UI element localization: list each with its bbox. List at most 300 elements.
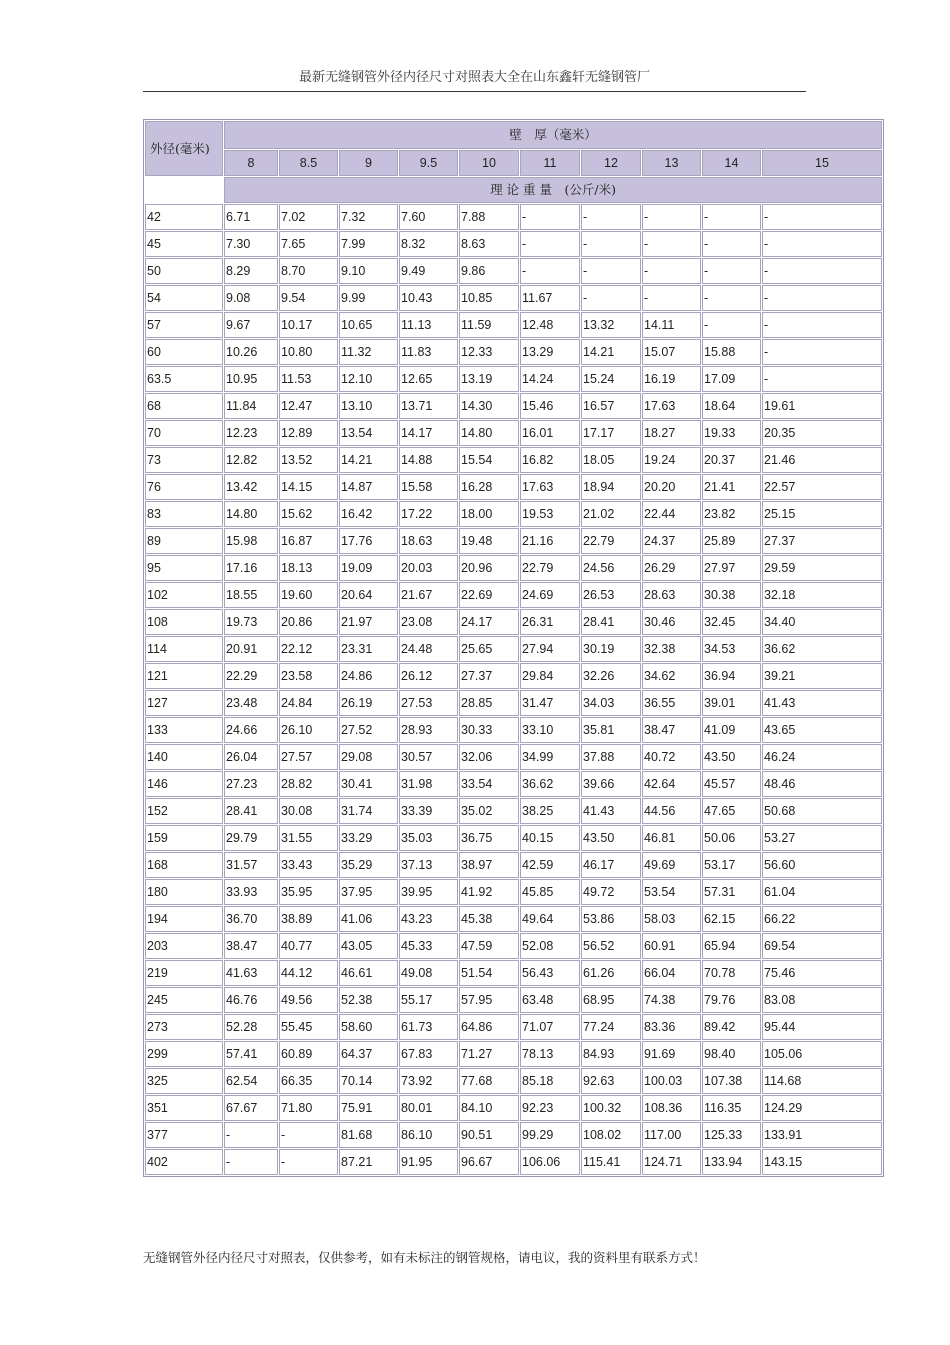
outer-diameter-cell: 76	[145, 474, 223, 500]
weight-cell: 24.37	[642, 528, 701, 554]
weight-cell: 114.68	[762, 1068, 882, 1094]
weight-cell: 9.08	[224, 285, 278, 311]
weight-cell: 92.23	[520, 1095, 580, 1121]
weight-cell: 35.03	[399, 825, 458, 851]
outer-diameter-cell: 168	[145, 852, 223, 878]
weight-cell: -	[279, 1149, 338, 1175]
weight-cell: 32.06	[459, 744, 519, 770]
weight-cell: 15.88	[702, 339, 761, 365]
weight-cell: 78.13	[520, 1041, 580, 1067]
outer-diameter-cell: 114	[145, 636, 223, 662]
weight-cell: 42.64	[642, 771, 701, 797]
weight-cell: 49.72	[581, 879, 641, 905]
weight-cell: 9.54	[279, 285, 338, 311]
weight-cell: 12.23	[224, 420, 278, 446]
weight-cell: 124.71	[642, 1149, 701, 1175]
weight-cell: -	[702, 204, 761, 230]
weight-cell: -	[520, 258, 580, 284]
weight-cell: -	[581, 285, 641, 311]
weight-cell: 30.46	[642, 609, 701, 635]
weight-cell: 99.29	[520, 1122, 580, 1148]
weight-cell: 10.95	[224, 366, 278, 392]
weight-cell: -	[702, 285, 761, 311]
weight-cell: 41.43	[581, 798, 641, 824]
weight-cell: 33.43	[279, 852, 338, 878]
outer-diameter-cell: 325	[145, 1068, 223, 1094]
weight-cell: 107.38	[702, 1068, 761, 1094]
table-row	[145, 879, 882, 905]
thickness-header-cell: 9.5	[399, 150, 458, 176]
header-rule	[143, 91, 806, 92]
weight-cell: 115.41	[581, 1149, 641, 1175]
weight-cell: 34.40	[762, 609, 882, 635]
weight-cell: 22.29	[224, 663, 278, 689]
weight-cell: 55.45	[279, 1014, 338, 1040]
weight-cell: 62.15	[702, 906, 761, 932]
outer-diameter-cell: 377	[145, 1122, 223, 1148]
weight-cell: 26.10	[279, 717, 338, 743]
weight-cell: 61.04	[762, 879, 882, 905]
weight-cell: 10.65	[339, 312, 398, 338]
weight-cell: 41.09	[702, 717, 761, 743]
weight-cell: 58.60	[339, 1014, 398, 1040]
outer-diameter-cell: 42	[145, 204, 223, 230]
weight-cell: 15.58	[399, 474, 458, 500]
weight-cell: 20.91	[224, 636, 278, 662]
weight-cell: 91.69	[642, 1041, 701, 1067]
outer-diameter-cell: 203	[145, 933, 223, 959]
table-row	[145, 636, 882, 662]
weight-cell: 16.87	[279, 528, 338, 554]
weight-cell: 68.95	[581, 987, 641, 1013]
weight-cell: 31.47	[520, 690, 580, 716]
weight-cell: 21.41	[702, 474, 761, 500]
weight-cell: 24.17	[459, 609, 519, 635]
outer-diameter-cell: 146	[145, 771, 223, 797]
weight-cell: 21.46	[762, 447, 882, 473]
table-row	[145, 366, 882, 392]
weight-cell: 49.69	[642, 852, 701, 878]
weight-cell: 26.31	[520, 609, 580, 635]
outer-diameter-cell: 70	[145, 420, 223, 446]
weight-cell: 30.57	[399, 744, 458, 770]
weight-cell: 36.70	[224, 906, 278, 932]
weight-cell: 7.02	[279, 204, 338, 230]
weight-cell: 19.33	[702, 420, 761, 446]
table-row	[145, 609, 882, 635]
weight-cell: -	[642, 258, 701, 284]
weight-cell: 57.95	[459, 987, 519, 1013]
weight-cell: 11.83	[399, 339, 458, 365]
weight-cell: 43.50	[581, 825, 641, 851]
weight-cell: 27.94	[520, 636, 580, 662]
weight-cell: 56.60	[762, 852, 882, 878]
weight-cell: 24.86	[339, 663, 398, 689]
thickness-header-cell: 15	[762, 150, 882, 176]
weight-cell: 36.62	[762, 636, 882, 662]
weight-cell: 33.39	[399, 798, 458, 824]
weight-cell: 42.59	[520, 852, 580, 878]
weight-cell: 41.92	[459, 879, 519, 905]
weight-cell: 125.33	[702, 1122, 761, 1148]
weight-cell: 39.95	[399, 879, 458, 905]
weight-cell: 77.68	[459, 1068, 519, 1094]
weight-cell: 12.89	[279, 420, 338, 446]
weight-cell: -	[520, 204, 580, 230]
weight-cell: 20.86	[279, 609, 338, 635]
thickness-header-cell: 12	[581, 150, 641, 176]
weight-cell: 13.32	[581, 312, 641, 338]
weight-cell: 75.46	[762, 960, 882, 986]
weight-cell: 28.82	[279, 771, 338, 797]
weight-cell: -	[642, 204, 701, 230]
weight-cell: 38.47	[642, 717, 701, 743]
weight-cell: 22.79	[520, 555, 580, 581]
table-row	[145, 987, 882, 1013]
weight-cell: 15.62	[279, 501, 338, 527]
weight-cell: 30.33	[459, 717, 519, 743]
weight-cell: 20.03	[399, 555, 458, 581]
wall-thickness-header: 壁 厚（毫米）	[224, 121, 882, 149]
outer-diameter-cell: 45	[145, 231, 223, 257]
weight-cell: 27.57	[279, 744, 338, 770]
weight-cell: 98.40	[702, 1041, 761, 1067]
table-row	[145, 798, 882, 824]
weight-cell: 50.68	[762, 798, 882, 824]
weight-cell: 16.19	[642, 366, 701, 392]
weight-cell: 19.73	[224, 609, 278, 635]
weight-cell: 48.46	[762, 771, 882, 797]
weight-cell: 53.54	[642, 879, 701, 905]
weight-cell: 30.41	[339, 771, 398, 797]
weight-cell: 24.69	[520, 582, 580, 608]
weight-cell: 14.88	[399, 447, 458, 473]
weight-cell: 66.35	[279, 1068, 338, 1094]
weight-cell: 11.53	[279, 366, 338, 392]
weight-cell: 14.21	[339, 447, 398, 473]
thickness-header-cell: 10	[459, 150, 519, 176]
outer-diameter-cell: 133	[145, 717, 223, 743]
outer-diameter-cell: 152	[145, 798, 223, 824]
weight-cell: 37.95	[339, 879, 398, 905]
weight-cell: 11.32	[339, 339, 398, 365]
outer-diameter-cell: 102	[145, 582, 223, 608]
outer-diameter-cell: 402	[145, 1149, 223, 1175]
weight-cell: 27.23	[224, 771, 278, 797]
weight-cell: 22.69	[459, 582, 519, 608]
weight-cell: 60.89	[279, 1041, 338, 1067]
weight-cell: 53.17	[702, 852, 761, 878]
table-row	[145, 1122, 882, 1148]
table-row	[145, 744, 882, 770]
weight-cell: 37.13	[399, 852, 458, 878]
weight-cell: 85.18	[520, 1068, 580, 1094]
weight-cell: 49.08	[399, 960, 458, 986]
weight-cell: 14.17	[399, 420, 458, 446]
weight-cell: -	[762, 258, 882, 284]
weight-cell: 12.48	[520, 312, 580, 338]
table-row	[145, 663, 882, 689]
weight-cell: 143.15	[762, 1149, 882, 1175]
weight-cell: 40.72	[642, 744, 701, 770]
weight-cell: 57.41	[224, 1041, 278, 1067]
weight-cell: 35.95	[279, 879, 338, 905]
weight-cell: 27.53	[399, 690, 458, 716]
outer-diameter-cell: 95	[145, 555, 223, 581]
weight-cell: 53.86	[581, 906, 641, 932]
weight-cell: 100.32	[581, 1095, 641, 1121]
weight-cell: 36.55	[642, 690, 701, 716]
weight-cell: 43.50	[702, 744, 761, 770]
weight-cell: -	[224, 1149, 278, 1175]
weight-cell: 87.21	[339, 1149, 398, 1175]
outer-diameter-cell: 83	[145, 501, 223, 527]
weight-cell: 89.42	[702, 1014, 761, 1040]
weight-cell: 44.56	[642, 798, 701, 824]
weight-cell: -	[279, 1122, 338, 1148]
weight-cell: 26.04	[224, 744, 278, 770]
weight-cell: 8.32	[399, 231, 458, 257]
thickness-header-cell: 9	[339, 150, 398, 176]
weight-cell: 8.29	[224, 258, 278, 284]
table-row	[145, 1095, 882, 1121]
weight-cell: 33.54	[459, 771, 519, 797]
weight-cell: 15.46	[520, 393, 580, 419]
weight-cell: 67.67	[224, 1095, 278, 1121]
weight-cell: -	[642, 231, 701, 257]
weight-cell: 108.02	[581, 1122, 641, 1148]
weight-cell: 11.59	[459, 312, 519, 338]
weight-cell: 71.80	[279, 1095, 338, 1121]
weight-cell: 36.94	[702, 663, 761, 689]
weight-cell: 18.94	[581, 474, 641, 500]
weight-cell: 41.63	[224, 960, 278, 986]
weight-cell: 50.06	[702, 825, 761, 851]
weight-cell: 26.53	[581, 582, 641, 608]
weight-cell: -	[702, 258, 761, 284]
outer-diameter-cell: 140	[145, 744, 223, 770]
table-row	[145, 1041, 882, 1067]
table-body	[145, 204, 882, 1175]
weight-cell: 27.37	[459, 663, 519, 689]
weight-cell: 14.21	[581, 339, 641, 365]
table-row	[145, 393, 882, 419]
weight-cell: 18.13	[279, 555, 338, 581]
weight-cell: 9.67	[224, 312, 278, 338]
table-row	[145, 528, 882, 554]
weight-cell: 19.48	[459, 528, 519, 554]
weight-cell: 37.88	[581, 744, 641, 770]
weight-cell: 6.71	[224, 204, 278, 230]
weight-cell: 15.07	[642, 339, 701, 365]
weight-cell: 51.54	[459, 960, 519, 986]
weight-cell: 17.17	[581, 420, 641, 446]
outer-diameter-cell: 54	[145, 285, 223, 311]
weight-cell: 67.83	[399, 1041, 458, 1067]
weight-cell: 21.97	[339, 609, 398, 635]
weight-cell: 60.91	[642, 933, 701, 959]
outer-diameter-cell: 351	[145, 1095, 223, 1121]
outer-diameter-cell: 127	[145, 690, 223, 716]
weight-cell: 20.35	[762, 420, 882, 446]
table-row	[145, 825, 882, 851]
weight-cell: 19.24	[642, 447, 701, 473]
weight-cell: -	[762, 204, 882, 230]
weight-cell: 10.26	[224, 339, 278, 365]
weight-cell: -	[520, 231, 580, 257]
weight-cell: 117.00	[642, 1122, 701, 1148]
weight-cell: 22.12	[279, 636, 338, 662]
table-row	[145, 285, 882, 311]
weight-cell: 11.84	[224, 393, 278, 419]
table-row	[145, 933, 882, 959]
weight-cell: 64.37	[339, 1041, 398, 1067]
weight-cell: 64.86	[459, 1014, 519, 1040]
weight-cell: 79.76	[702, 987, 761, 1013]
weight-cell: 28.63	[642, 582, 701, 608]
weight-cell: 15.98	[224, 528, 278, 554]
weight-cell: 74.38	[642, 987, 701, 1013]
weight-cell: 40.15	[520, 825, 580, 851]
weight-cell: 83.08	[762, 987, 882, 1013]
weight-cell: 12.47	[279, 393, 338, 419]
pipe-weight-table	[143, 119, 884, 1177]
weight-cell: 69.54	[762, 933, 882, 959]
weight-cell: 10.17	[279, 312, 338, 338]
weight-cell: 26.19	[339, 690, 398, 716]
weight-cell: -	[581, 258, 641, 284]
weight-cell: 32.45	[702, 609, 761, 635]
weight-cell: 18.00	[459, 501, 519, 527]
weight-cell: 14.11	[642, 312, 701, 338]
weight-cell: 30.38	[702, 582, 761, 608]
weight-cell: 45.38	[459, 906, 519, 932]
table-row	[145, 231, 882, 257]
weight-cell: 47.65	[702, 798, 761, 824]
weight-cell: 84.93	[581, 1041, 641, 1067]
weight-cell: 27.97	[702, 555, 761, 581]
outer-diameter-cell: 68	[145, 393, 223, 419]
weight-cell: 17.22	[399, 501, 458, 527]
table-row	[145, 771, 882, 797]
weight-cell: 18.05	[581, 447, 641, 473]
weight-cell: 96.67	[459, 1149, 519, 1175]
weight-cell: 14.80	[224, 501, 278, 527]
weight-cell: -	[762, 339, 882, 365]
table-row	[145, 420, 882, 446]
weight-cell: 36.75	[459, 825, 519, 851]
weight-cell: 100.03	[642, 1068, 701, 1094]
outer-diameter-cell: 245	[145, 987, 223, 1013]
thickness-header-cell: 14	[702, 150, 761, 176]
weight-cell: 15.24	[581, 366, 641, 392]
table-row	[145, 204, 882, 230]
weight-cell: 17.63	[642, 393, 701, 419]
weight-cell: 16.42	[339, 501, 398, 527]
table-row	[145, 906, 882, 932]
weight-cell: 17.63	[520, 474, 580, 500]
weight-cell: 43.05	[339, 933, 398, 959]
table-row	[145, 258, 882, 284]
table-row	[145, 582, 882, 608]
weight-cell: 80.01	[399, 1095, 458, 1121]
weight-cell: 38.25	[520, 798, 580, 824]
weight-cell: 83.36	[642, 1014, 701, 1040]
weight-cell: 25.65	[459, 636, 519, 662]
table-row	[145, 1149, 882, 1175]
weight-cell: 38.97	[459, 852, 519, 878]
weight-cell: 41.43	[762, 690, 882, 716]
weight-cell: 24.48	[399, 636, 458, 662]
weight-cell: 10.80	[279, 339, 338, 365]
weight-cell: 52.38	[339, 987, 398, 1013]
outer-diameter-cell: 180	[145, 879, 223, 905]
weight-cell: 26.12	[399, 663, 458, 689]
weight-cell: 16.57	[581, 393, 641, 419]
weight-cell: 33.10	[520, 717, 580, 743]
outer-diameter-header: 外径(毫米)	[145, 121, 223, 176]
page-header-title: 最新无缝钢管外径内径尺寸对照表大全在山东鑫轩无缝钢管厂	[298, 70, 650, 85]
weight-cell: 90.51	[459, 1122, 519, 1148]
outer-diameter-cell: 108	[145, 609, 223, 635]
weight-cell: 56.52	[581, 933, 641, 959]
weight-cell: 29.59	[762, 555, 882, 581]
weight-cell: 17.16	[224, 555, 278, 581]
weight-cell: 19.61	[762, 393, 882, 419]
weight-cell: 29.84	[520, 663, 580, 689]
weight-cell: 45.57	[702, 771, 761, 797]
weight-cell: -	[762, 231, 882, 257]
outer-diameter-cell: 50	[145, 258, 223, 284]
weight-cell: 65.94	[702, 933, 761, 959]
weight-cell: 43.23	[399, 906, 458, 932]
table-row	[145, 960, 882, 986]
weight-cell: 62.54	[224, 1068, 278, 1094]
weight-cell: 10.85	[459, 285, 519, 311]
weight-cell: 13.29	[520, 339, 580, 365]
weight-cell: 34.53	[702, 636, 761, 662]
weight-cell: 105.06	[762, 1041, 882, 1067]
weight-cell: 95.44	[762, 1014, 882, 1040]
weight-cell: 12.65	[399, 366, 458, 392]
weight-cell: 31.55	[279, 825, 338, 851]
weight-cell: 49.64	[520, 906, 580, 932]
weight-cell: 16.82	[520, 447, 580, 473]
weight-cell: 24.84	[279, 690, 338, 716]
weight-cell: 39.66	[581, 771, 641, 797]
weight-cell: 34.99	[520, 744, 580, 770]
weight-cell: 18.63	[399, 528, 458, 554]
weight-cell: 22.44	[642, 501, 701, 527]
weight-cell: 106.06	[520, 1149, 580, 1175]
weight-cell: 9.99	[339, 285, 398, 311]
weight-cell: 38.47	[224, 933, 278, 959]
weight-cell: 33.93	[224, 879, 278, 905]
weight-cell: 44.12	[279, 960, 338, 986]
weight-cell: 17.76	[339, 528, 398, 554]
weight-cell: 23.48	[224, 690, 278, 716]
weight-cell: 133.94	[702, 1149, 761, 1175]
table-row	[145, 312, 882, 338]
weight-cell: 124.29	[762, 1095, 882, 1121]
table-row	[145, 1068, 882, 1094]
weight-cell: 53.27	[762, 825, 882, 851]
weight-cell: 9.49	[399, 258, 458, 284]
outer-diameter-cell: 89	[145, 528, 223, 554]
weight-cell: 23.08	[399, 609, 458, 635]
weight-cell: 17.09	[702, 366, 761, 392]
weight-cell: 57.31	[702, 879, 761, 905]
